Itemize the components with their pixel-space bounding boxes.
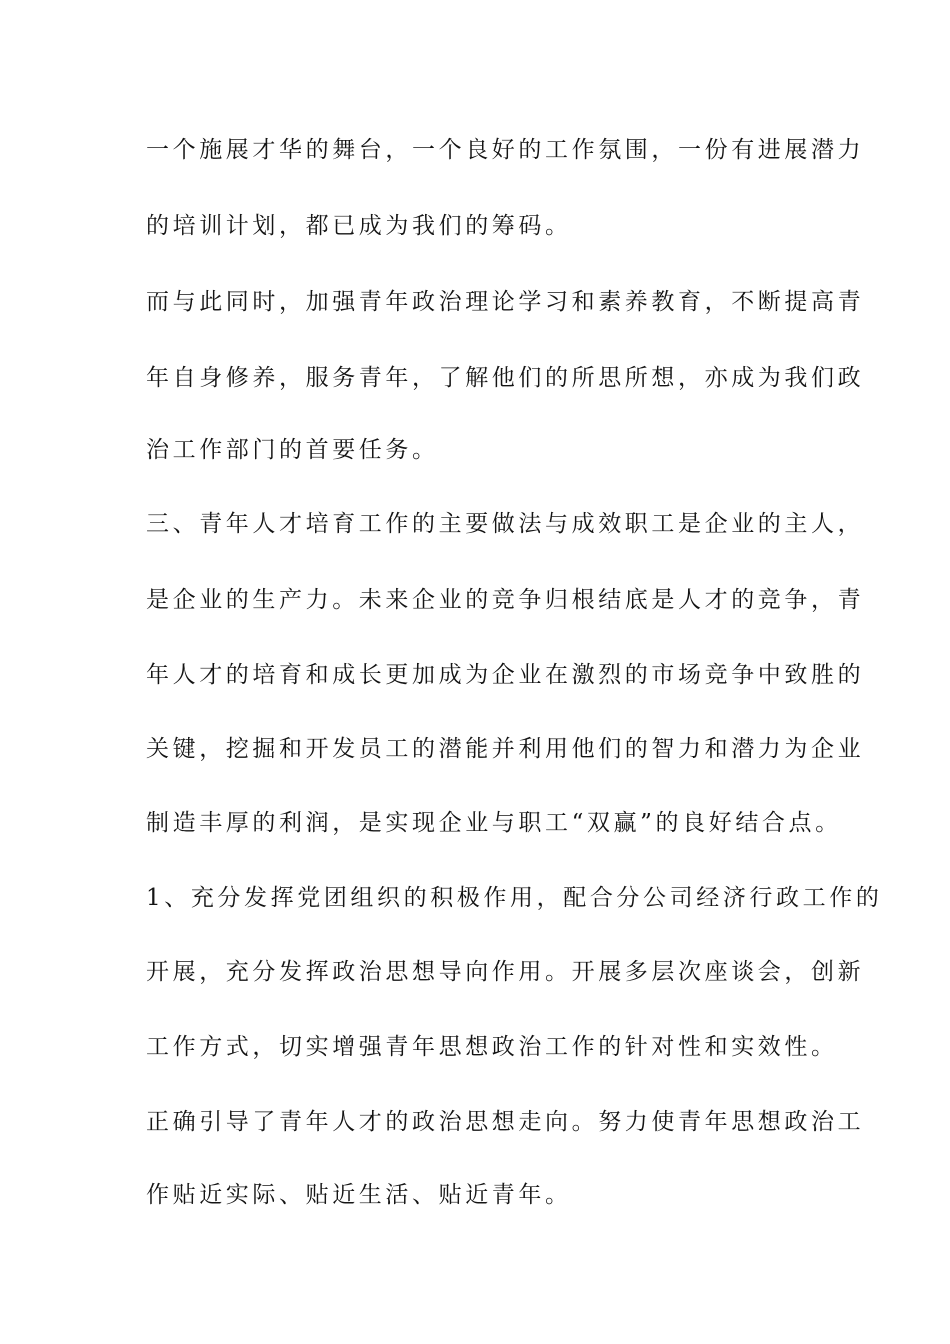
text-line: 开展，充分发挥政治思想导向作用。开展多层次座谈会，创新 xyxy=(146,959,865,985)
text-line: 一个施展才华的舞台，一个良好的工作氛围，一份有进展潜力 xyxy=(146,137,865,163)
text-line: 而与此同时，加强青年政治理论学习和素养教育，不断提高青 xyxy=(146,289,865,315)
text-line: 制造丰厚的利润，是实现企业与职工“双赢”的良好结合点。 xyxy=(146,810,842,836)
text-line: 作贴近实际、贴近生活、贴近青年。 xyxy=(146,1182,572,1208)
text-line: 正确引导了青年人才的政治思想走向。努力使青年思想政治工 xyxy=(146,1109,865,1135)
text-line: 三、青年人才培育工作的主要做法与成效职工是企业的主人， xyxy=(146,511,865,537)
text-line: 关键，挖掘和开发员工的潜能并利用他们的智力和潜力为企业 xyxy=(146,736,865,762)
text-line: 治工作部门的首要任务。 xyxy=(146,437,439,463)
text-line: 是企业的生产力。未来企业的竞争归根结底是人才的竞争，青 xyxy=(146,587,865,613)
text-line: 工作方式，切实增强青年思想政治工作的针对性和实效性。 xyxy=(146,1034,838,1060)
text-line: 的培训计划，都已成为我们的筹码。 xyxy=(146,213,572,239)
text-line: 年自身修养，服务青年，了解他们的所思所想，亦成为我们政 xyxy=(146,365,865,391)
text-line: 年人才的培育和成长更加成为企业在激烈的市场竞争中致胜的 xyxy=(146,662,865,688)
text-line: 1、充分发挥党团组织的积极作用，配合分公司经济行政工作的 xyxy=(146,885,883,911)
